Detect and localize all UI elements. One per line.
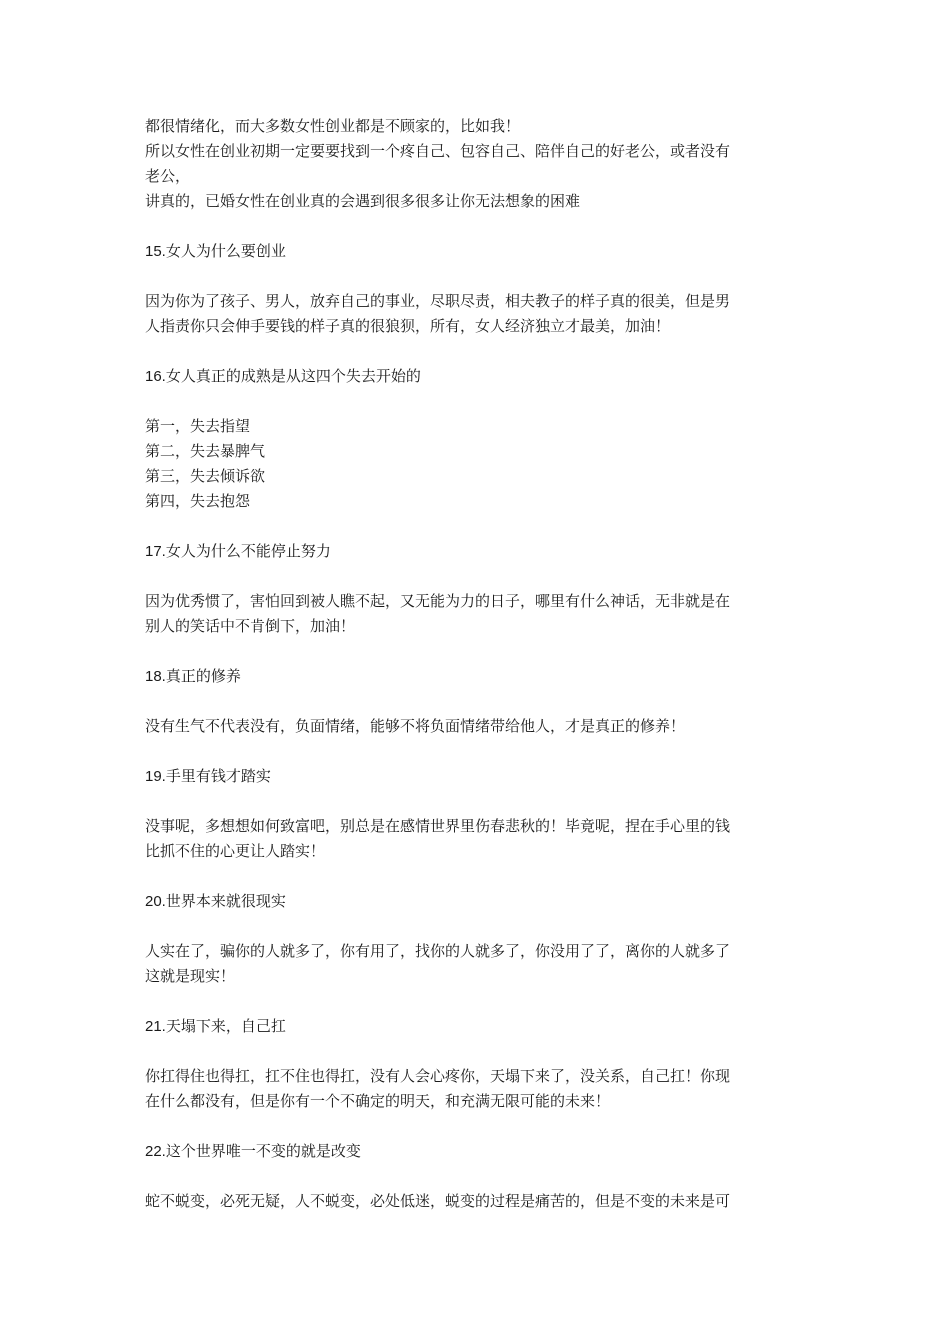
text-line: 所以女性在创业初期一定要要找到一个疼自己、包容自己、陪伴自己的好老公，或者没有 bbox=[145, 142, 731, 160]
text-line: 这就是现实！ bbox=[145, 967, 236, 985]
text-line: 第二，失去暴脾气 bbox=[145, 442, 266, 460]
text-line: 因为优秀惯了，害怕回到被人瞧不起，又无能为力的日子，哪里有什么神话，无非就是在 bbox=[145, 592, 731, 610]
text-line: 第四，失去抱怨 bbox=[145, 492, 251, 510]
intro-paragraph bbox=[145, 114, 810, 214]
section-body bbox=[145, 589, 810, 639]
text-line: 都很情绪化，而大多数女性创业都是不顾家的，比如我！ bbox=[145, 117, 521, 135]
section-title: 这个世界唯一不变的就是改变 bbox=[165, 1142, 361, 1160]
text-line: 第一，失去指望 bbox=[145, 417, 251, 435]
section-number: 22. bbox=[145, 1143, 166, 1160]
text-line: 人指责你只会伸手要钱的样子真的很狼狈，所有，女人经济独立才最美，加油！ bbox=[145, 317, 671, 335]
section-number: 21. bbox=[145, 1018, 166, 1035]
text-line: 讲真的，已婚女性在创业真的会遇到很多很多让你无法想象的困难 bbox=[145, 192, 581, 210]
text-line: 人实在了，骗你的人就多了，你有用了，找你的人就多了，你没用了了，离你的人就多了 bbox=[145, 942, 731, 960]
text-line: 在什么都没有，但是你有一个不确定的明天，和充满无限可能的未来！ bbox=[145, 1092, 611, 1110]
section-heading bbox=[145, 1139, 810, 1164]
section-number: 15. bbox=[145, 243, 166, 260]
section-title: 天塌下来，自己扛 bbox=[165, 1017, 286, 1035]
section-body bbox=[145, 289, 810, 339]
text-line: 比抓不住的心更让人踏实！ bbox=[145, 842, 326, 860]
section-number: 20. bbox=[145, 893, 166, 910]
document-page bbox=[145, 114, 810, 1214]
section-title: 女人为什么要创业 bbox=[165, 242, 286, 260]
section-number: 19. bbox=[145, 768, 166, 785]
section-heading bbox=[145, 539, 810, 564]
text-line: 没有生气不代表没有，负面情绪，能够不将负面情绪带给他人，才是真正的修养！ bbox=[145, 717, 686, 735]
section-title: 女人真正的成熟是从这四个失去开始的 bbox=[165, 367, 421, 385]
section-body bbox=[145, 814, 810, 864]
text-line: 老公， bbox=[145, 167, 191, 185]
section-heading bbox=[145, 239, 810, 264]
section-body bbox=[145, 714, 810, 739]
section-body bbox=[145, 1189, 810, 1214]
section-title: 真正的修养 bbox=[165, 667, 241, 685]
text-line: 别人的笑话中不肯倒下，加油！ bbox=[145, 617, 356, 635]
section-heading bbox=[145, 1014, 810, 1039]
section-body bbox=[145, 939, 810, 989]
text-line: 第三，失去倾诉欲 bbox=[145, 467, 266, 485]
section-title: 手里有钱才踏实 bbox=[165, 767, 271, 785]
section-heading bbox=[145, 764, 810, 789]
section-number: 18. bbox=[145, 668, 166, 685]
section-body bbox=[145, 414, 810, 514]
text-line: 没事呢，多想想如何致富吧，别总是在感情世界里伤春悲秋的！毕竟呢，捏在手心里的钱 bbox=[145, 817, 731, 835]
text-line: 因为你为了孩子、男人，放弃自己的事业，尽职尽责，相夫教子的样子真的很美，但是男 bbox=[145, 292, 731, 310]
section-number: 16. bbox=[145, 368, 166, 385]
section-body bbox=[145, 1064, 810, 1114]
text-line: 蛇不蜕变，必死无疑，人不蜕变，必处低迷，蜕变的过程是痛苦的，但是不变的未来是可 bbox=[145, 1192, 731, 1210]
section-heading bbox=[145, 664, 810, 689]
section-title: 女人为什么不能停止努力 bbox=[165, 542, 331, 560]
section-title: 世界本来就很现实 bbox=[165, 892, 286, 910]
section-number: 17. bbox=[145, 543, 166, 560]
text-line: 你扛得住也得扛，扛不住也得扛，没有人会心疼你，天塌下来了，没关系，自己扛！你现 bbox=[145, 1067, 731, 1085]
section-heading bbox=[145, 364, 810, 389]
section-heading bbox=[145, 889, 810, 914]
